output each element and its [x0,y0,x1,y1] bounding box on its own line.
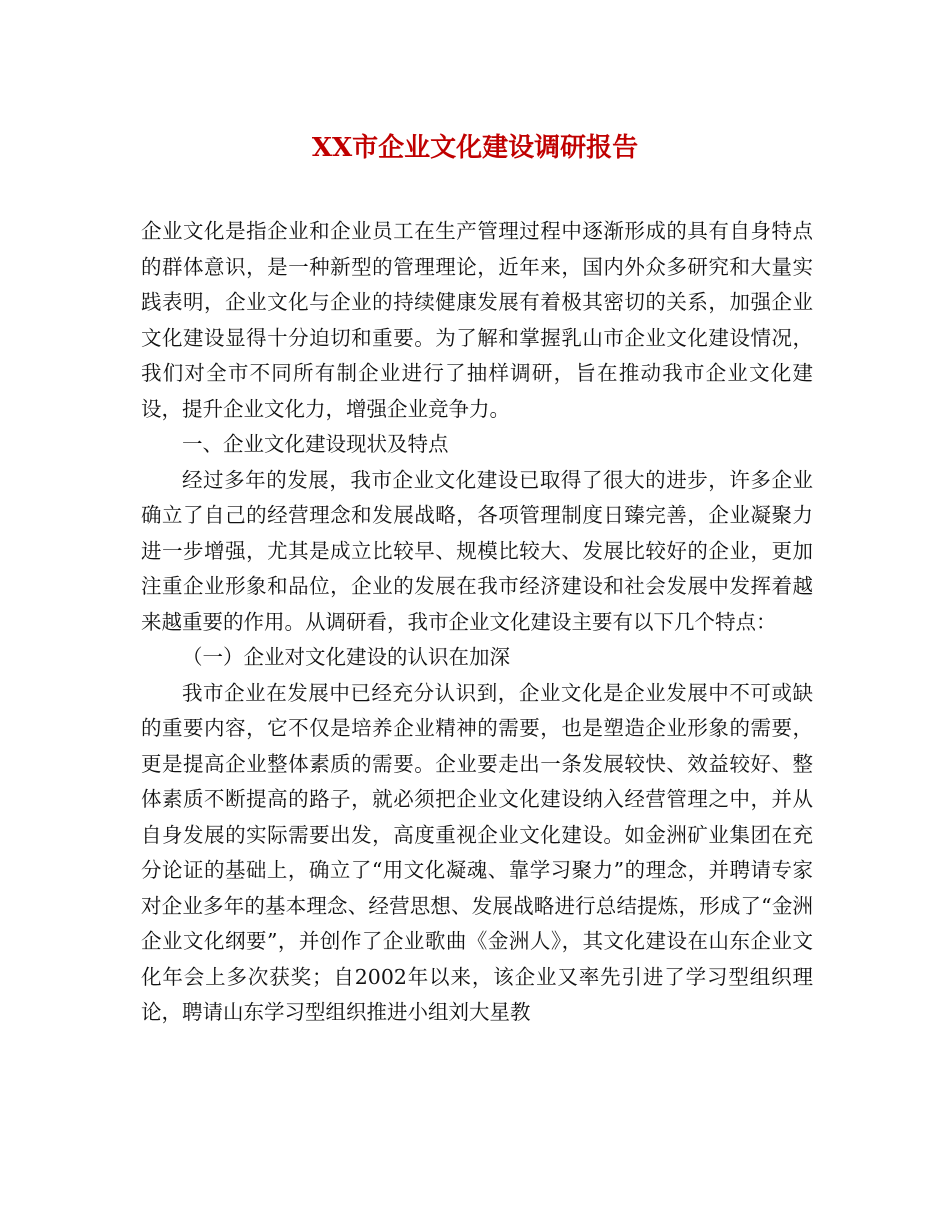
subsection-1-paragraph: 我市企业在发展中已经充分认识到，企业文化是企业发展中不可或缺的重要内容，它不仅是培养企业精神的需要，也是塑造企业形象的需要，更是提高企业整体素质的需要。企业要走出一条发展较快、效益较好、整体素质不断提高的路子，就必须把企业文化建设纳入经营管理之中，并从自身发展的实际需要出发，高度重视企业文化建设。如金洲矿业集团在充分论证的基础上，确立了“用文化凝魂、靠学习聚力”的理念，并聘请专家对企业多年的基本理念、经营思想、发展战略进行总结提炼，形成了“金洲企业文化纲要”，并创作了企业歌曲《金洲人》，其文化建设在山东企业文化年会上多次获奖；自2002年以来，该企业又率先引进了学习型组织理论，聘请山东学习型组织推进小组刘大星教 [141,680,813,1024]
document-body [141,214,813,1031]
intro-paragraph: 企业文化是指企业和企业员工在生产管理过程中逐渐形成的具有自身特点的群体意识，是一种新型的管理理论，近年来，国内外众多研究和大量实践表明，企业文化与企业的持续健康发展有着极其密切的关系，加强企业文化建设显得十分迫切和重要。为了解和掌握乳山市企业文化建设情况，我们对全市不同所有制企业进行了抽样调研，旨在推动我市企业文化建设，提升企业文化力，增强企业竞争力。 [141,219,813,421]
document-title: XX市企业文化建设调研报告 [311,133,639,163]
section-1-paragraph: 经过多年的发展，我市企业文化建设已取得了很大的进步，许多企业确立了自己的经营理念和发展战略，各项管理制度日臻完善，企业凝聚力进一步增强，尤其是成立比较早、规模比较大、发展比较好的企业，更加注重企业形象和品位，企业的发展在我市经济建设和社会发展中发挥着越来越重要的作用。从调研看，我市企业文化建设主要有以下几个特点： [141,467,813,634]
section-heading-1: 一、企业文化建设现状及特点 [182,432,449,456]
subsection-heading-1: （一）企业对文化建设的认识在加深 [182,645,510,669]
